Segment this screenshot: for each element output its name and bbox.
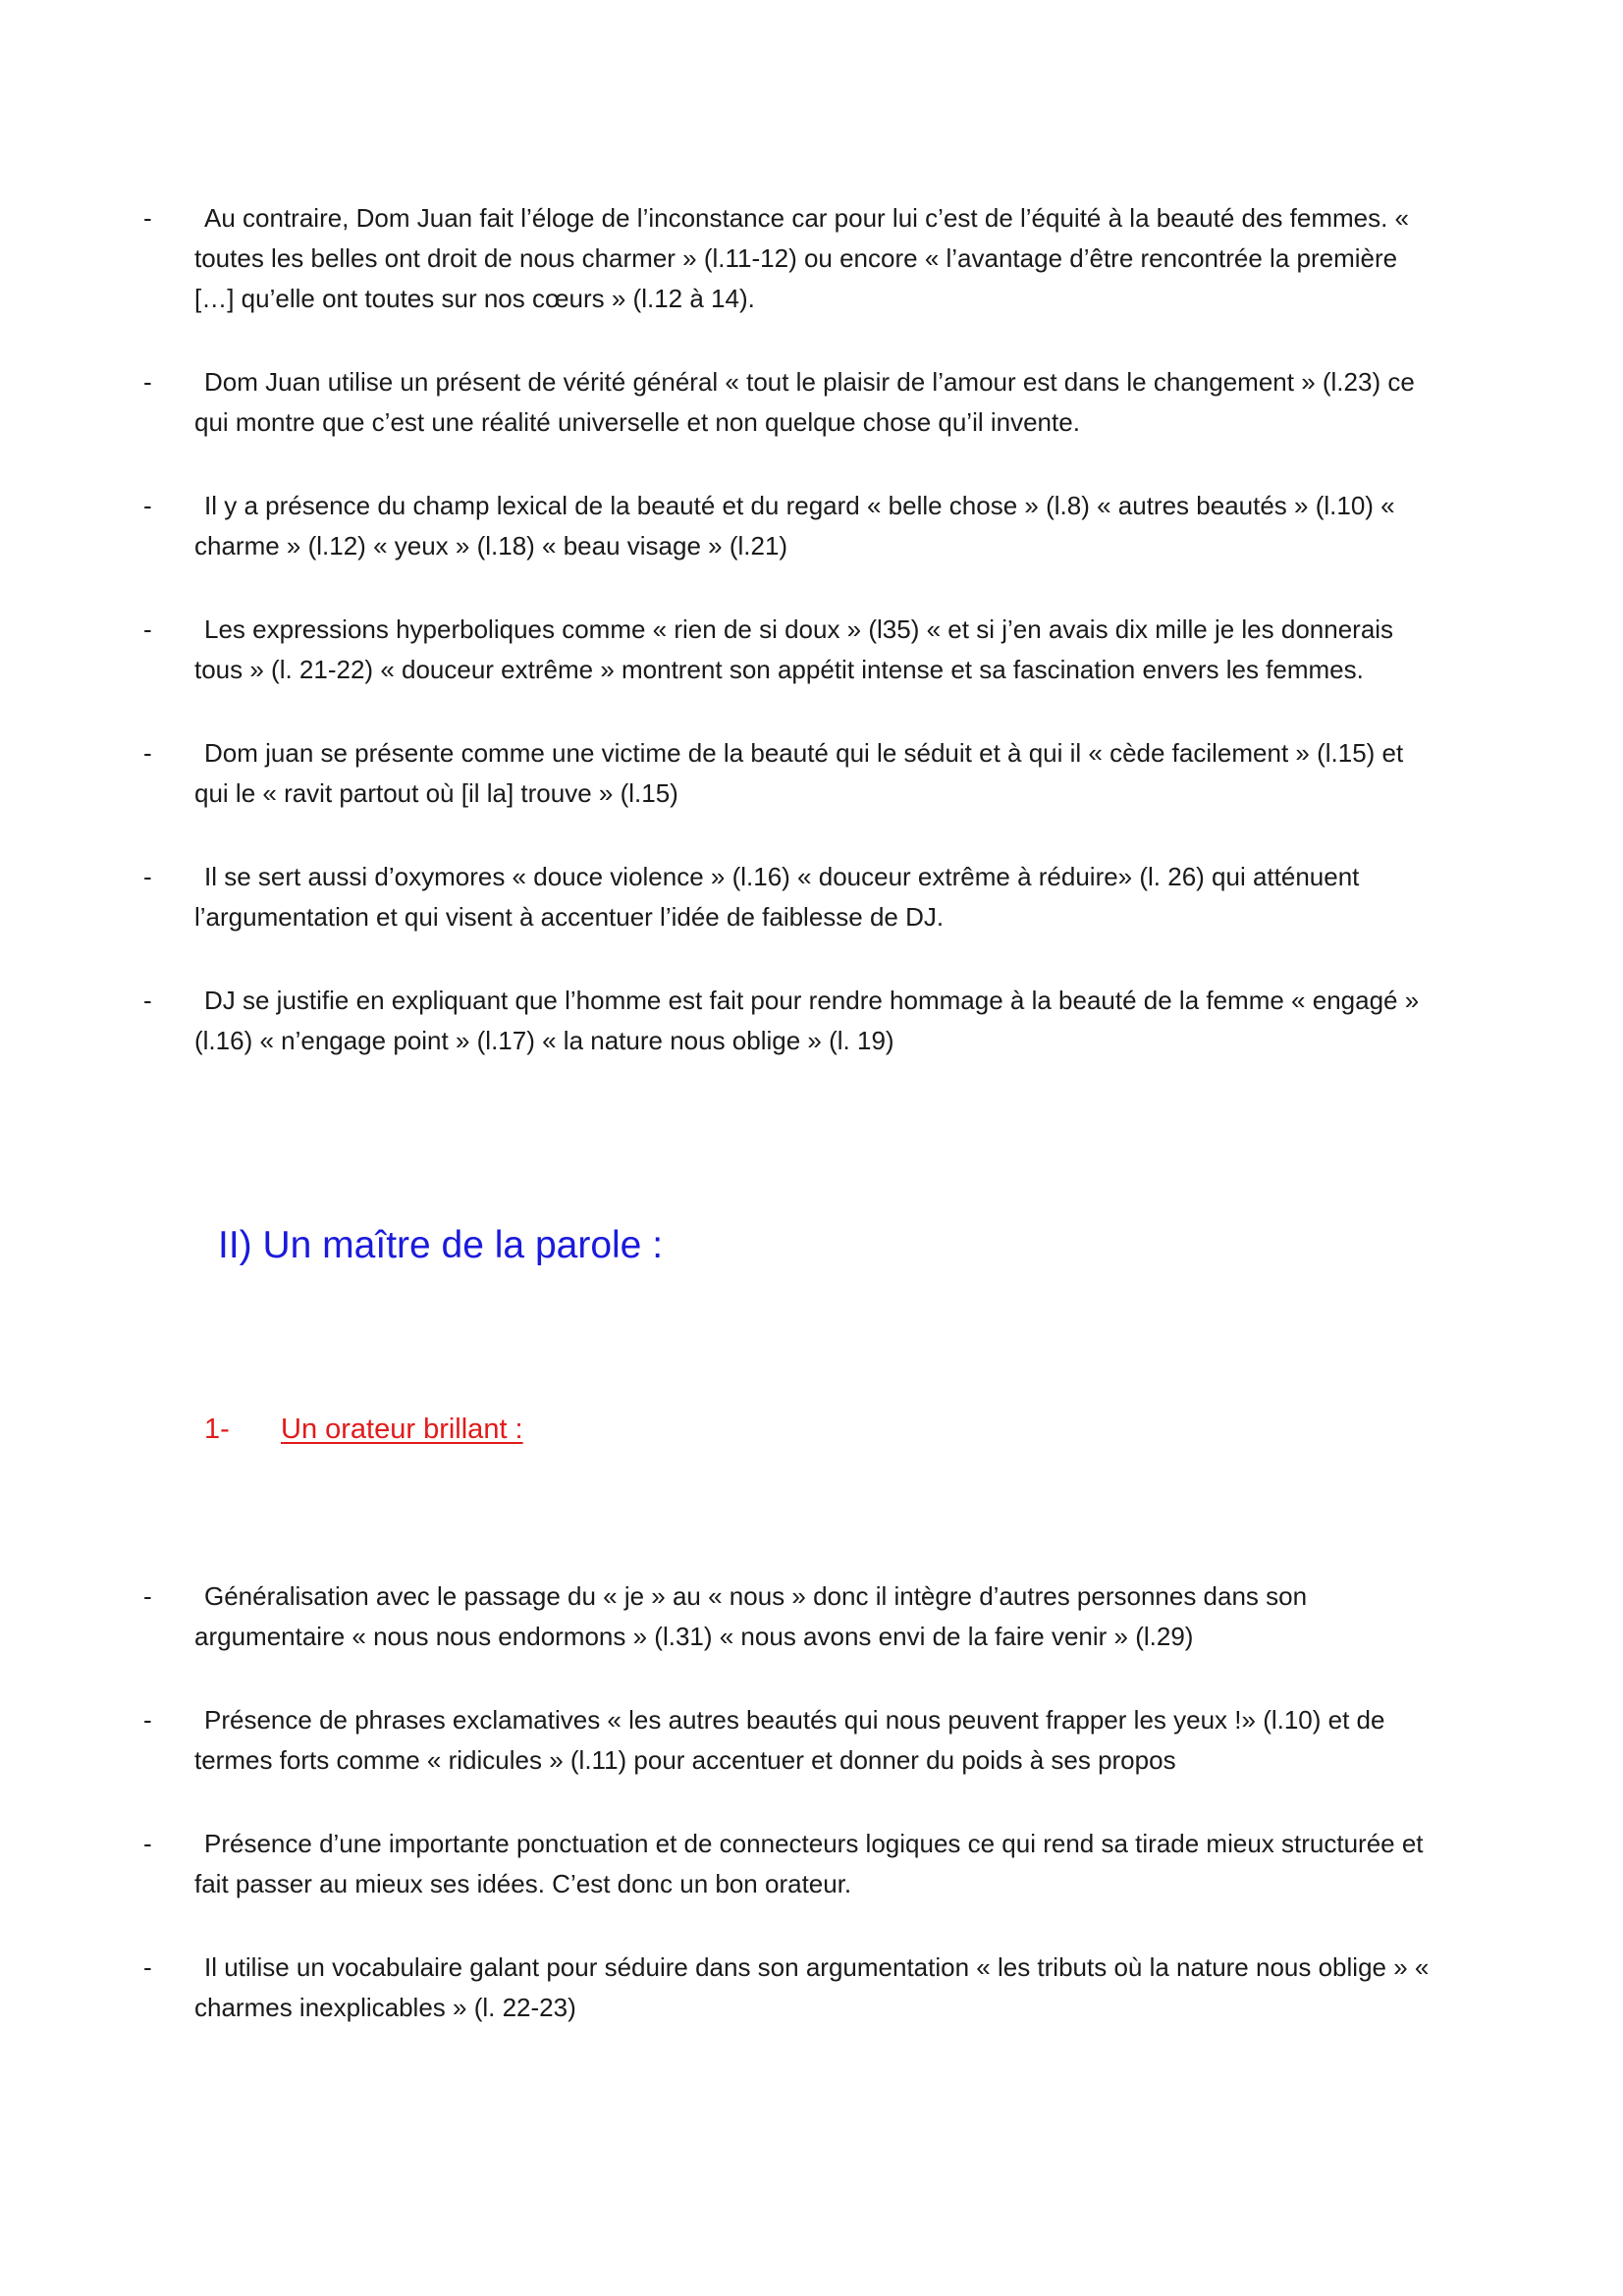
bullet-list-section-2 [0, 1576, 1623, 2071]
list-item-text: Il y a présence du champ lexical de la beauté et du regard « belle chose » (l.8) « autres beautés » (l.10) « charme » (l.12) « yeux » (l.18) « beau visage » (l.21) [194, 491, 1395, 561]
list-item [0, 981, 1623, 1061]
bullet-dash: - [143, 491, 152, 520]
bullet-dash: - [143, 203, 152, 233]
subsection-heading [204, 1410, 523, 1449]
subsection-title: Un orateur brillant : [281, 1414, 523, 1445]
bullet-dash: - [143, 1952, 152, 1982]
bullet-dash: - [143, 862, 152, 891]
list-item [0, 486, 1623, 566]
list-item-text: Au contraire, Dom Juan fait l’éloge de l’inconstance car pour lui c’est de l’équité à la beauté des femmes. « toutes les belles ont droit de nous charmer » (l.11-12) ou encore « l’avantage d’être rencontrée la première […] qu’elle ont toutes sur nos cœurs » (l.12 à 14). [194, 203, 1410, 313]
list-item [0, 733, 1623, 814]
bullet-dash: - [143, 1829, 152, 1858]
list-item [0, 1576, 1623, 1657]
list-item-text: Il se sert aussi d’oxymores « douce violence » (l.16) « douceur extrême à réduire» (l. 26) qui atténuent l’argumentation et qui visent à accentuer l’idée de faiblesse de DJ. [194, 862, 1360, 932]
bullet-dash: - [143, 614, 152, 644]
bullet-dash: - [143, 738, 152, 768]
section-heading: II) Un maître de la parole : [218, 1224, 664, 1266]
list-item [0, 362, 1623, 443]
list-item-text: DJ se justifie en expliquant que l’homme est fait pour rendre hommage à la beauté de la femme « engagé » (l.16) « n’engage point » (l.17) « la nature nous oblige » (l. 19) [194, 986, 1420, 1055]
list-item [0, 198, 1623, 319]
list-item-text: Il utilise un vocabulaire galant pour séduire dans son argumentation « les tributs où la nature nous oblige » « charmes inexplicables » (l. 22-23) [194, 1952, 1430, 2022]
list-item-text: Généralisation avec le passage du « je » au « nous » donc il intègre d’autres personnes dans son argumentaire « nous nous endormons » (l.31) « nous avons envi de la faire venir » (l.29) [194, 1581, 1308, 1651]
bullet-dash: - [143, 986, 152, 1015]
list-item-text: Présence d’une importante ponctuation et de connecteurs logiques ce qui rend sa tirade mieux structurée et fait passer au mieux ses idées. C’est donc un bon orateur. [194, 1829, 1424, 1898]
bullet-dash: - [143, 1581, 152, 1611]
list-item [0, 1824, 1623, 1904]
bullet-dash: - [143, 367, 152, 397]
list-item [0, 857, 1623, 937]
list-item-text: Dom juan se présente comme une victime de la beauté qui le séduit et à qui il « cède facilement » (l.15) et qui le « ravit partout où [il la] trouve » (l.15) [194, 738, 1404, 808]
bullet-dash: - [143, 1705, 152, 1735]
list-item-text: Les expressions hyperboliques comme « rien de si doux » (l35) « et si j’en avais dix mille je les donnerais tous » (l. 21-22) « douceur extrême » montrent son appétit intense et sa fascination envers les femmes. [194, 614, 1394, 684]
list-item [0, 610, 1623, 690]
subsection-number: 1- [204, 1414, 230, 1445]
bullet-list-section-1 [0, 198, 1623, 1104]
list-item-text: Dom Juan utilise un présent de vérité général « tout le plaisir de l’amour est dans le changement » (l.23) ce qui montre que c’est une réalité universelle et non quelque chose qu’il invente. [194, 367, 1415, 437]
list-item [0, 1948, 1623, 2028]
list-item [0, 1700, 1623, 1781]
list-item-text: Présence de phrases exclamatives « les autres beautés qui nous peuvent frapper les yeux !» (l.10) et de termes forts comme « ridicules » (l.11) pour accentuer et donner du poids à ses propos [194, 1705, 1385, 1775]
